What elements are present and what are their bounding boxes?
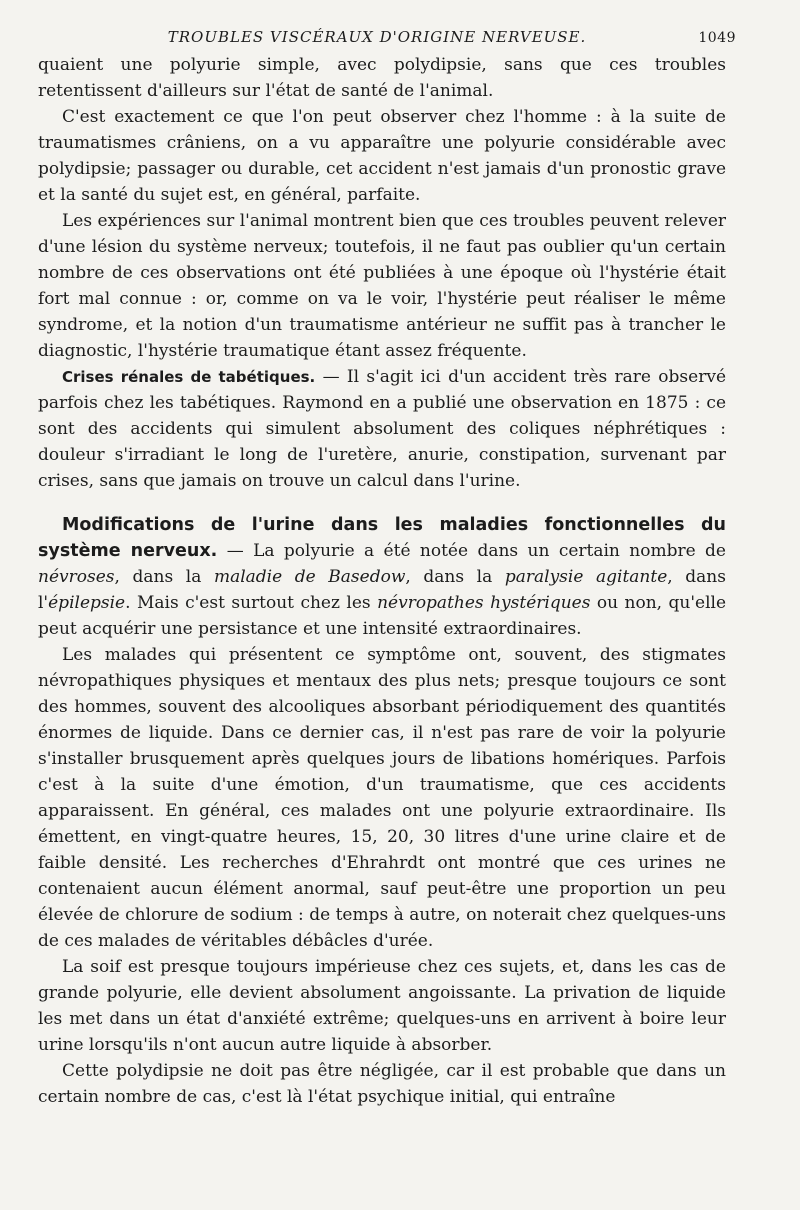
paragraph-crises-renales (38, 364, 726, 494)
paragraph-modifications-urine (38, 512, 726, 642)
page-number: 1049 (698, 30, 736, 46)
paragraph-2: C'est exactement ce que l'on peut observer chez l'homme : à la suite de traumatismes crâniens, on a vu apparaître une polyurie considérable avec polydipsie; passager ou durable, cet accident n'est jamais d'un pronostic grave et la santé du sujet est, en général, parfaite. (38, 107, 726, 205)
term-basedow: maladie de Basedow (213, 567, 406, 587)
paragraph-crises-renales-body: — Il s'agit ici d'un accident très rare observé parfois chez les tabétiques. Raymond en a publié une observation en 1875 : ce sont des accidents qui simulent absolument des coliques néphrétiques : douleur s'irradiant le long de l'uretère, anurie, constipation, survenant par crises, sans que jamais on trouve un calcul dans l'urine. (38, 367, 727, 491)
term-nevropathes: névropathes hystériques (377, 593, 591, 613)
text-run: , dans l' (38, 567, 726, 613)
running-head-title: TROUBLES VISCÉRAUX D'ORIGINE NERVEUSE. (167, 28, 587, 46)
text-run: ou non, qu'elle peut acquérir une persistance et une intensité extraordinaires. (38, 593, 726, 639)
text-run: — La polyurie a été notée dans un certain nombre de (217, 541, 726, 561)
running-head (38, 22, 736, 52)
text-run: , dans la (405, 567, 505, 587)
paragraph-8: Cette polydipsie ne doit pas être négligée, car il est probable que dans un certain nombre de cas, c'est là l'état psychique initial, qui entraîne (38, 1061, 726, 1107)
paragraph-6: Les malades qui présentent ce symptôme ont, souvent, des stigmates névropathiques physiques et mentaux des plus nets; presque toujours ce sont des hommes, souvent des alcooliques absorbant périodiquement des quantités énormes de liquide. Dans ce dernier cas, il n'est pas rare de voir la polyurie s'installer brusquement après quelques jours de libations homériques. Parfois c'est à la suite d'une émotion, d'un traumatisme, que ces accidents apparaissent. En général, ces malades ont une polyurie extraordinaire. Ils émettent, en vingt-quatre heures, 15, 20, 30 litres d'une urine claire et de faible densité. Les recherches d'Ehrahrdt ont montré que ces urines ne contenaient aucun élément anormal, sauf peut-être une proportion un peu élevée de chlorure de sodium : de temps à autre, on noterait chez quelques-uns de ces malades de véritables débâcles d'urée. (38, 645, 726, 951)
section-heading-modifications: Modifications de l'urine dans les maladies fonctionnelles du système nerveux. (38, 515, 726, 561)
paragraph-7: La soif est presque toujours impérieuse chez ces sujets, et, dans les cas de grande polyurie, elle devient absolument angoissante. La privation de liquide les met dans un état d'anxiété extrême; quelques-uns en arrivent à boire leur urine lorsqu'ils n'ont aucun autre liquide à absorber. (38, 957, 726, 1055)
text-run: , dans la (114, 567, 214, 587)
term-nevroses: névroses (38, 567, 115, 587)
term-paralysie: paralysie agitante (504, 567, 668, 587)
term-epilepsie: épilepsie (48, 593, 126, 613)
text-run: . Mais c'est surtout chez les (125, 593, 378, 613)
book-page (38, 22, 736, 1110)
heading-crises-renales: Crises rénales de tabétiques. (62, 368, 316, 386)
paragraph-1: quaient une polyurie simple, avec polydipsie, sans que ces troubles retentissent d'ailleurs sur l'état de santé de l'animal. (38, 55, 726, 101)
paragraph-3: Les expériences sur l'animal montrent bien que ces troubles peuvent relever d'une lésion du système nerveux; toutefois, il ne faut pas oublier qu'un certain nombre de ces observations ont été publiées à une époque où l'hystérie était fort mal connue : or, comme on va le voir, l'hystérie peut réaliser le même syndrome, et la notion d'un traumatisme antérieur ne suffit pas à trancher le diagnostic, l'hystérie traumatique étant assez fréquente. (38, 211, 726, 361)
